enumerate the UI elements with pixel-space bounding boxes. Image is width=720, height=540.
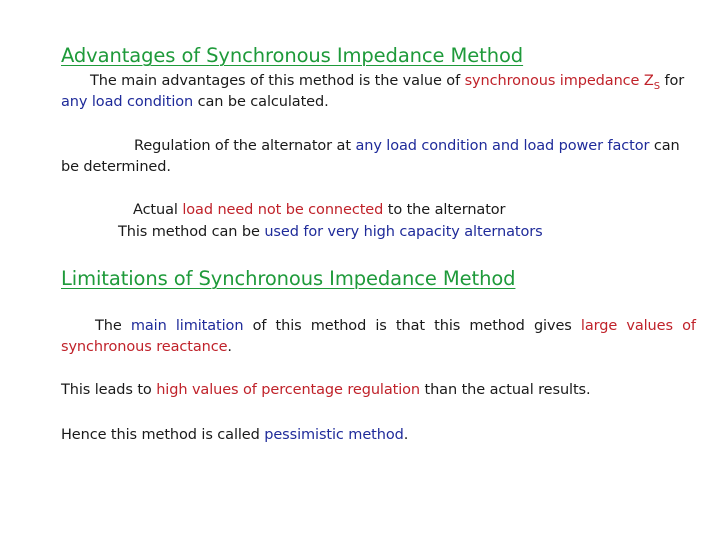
text-segment: This method can be [118,224,265,240]
advantages-paragraph-2 [61,136,696,178]
text-segment: to the alternator [383,202,506,218]
text-segment: can [649,138,680,154]
percentage-regulation-text: high values of percentage regulation [156,382,420,398]
text-segment: Hence this method is called [61,427,265,443]
limitations-heading: Limitations of Synchronous Impedance Method [61,267,516,290]
main-limitation-text: limitation [175,318,244,334]
pessimistic-method-text: pessimistic method [264,427,404,443]
limitations-paragraph-2 [61,380,591,401]
any-load-condition-text: any load condition [61,94,194,110]
main-limitation-text: main [130,318,167,334]
text-segment: than the actual results. [420,382,591,398]
synchronous-reactance-text: synchronous reactance [61,339,228,355]
text-segment: be determined. [61,159,171,175]
load-condition-power-factor-text: any load condition and load power factor [355,138,650,154]
advantages-paragraph-3 [133,200,505,221]
text-segment: This leads to [61,382,157,398]
advantages-paragraph-1 [61,71,696,113]
high-capacity-alternators-text: used for very high capacity alternators [264,224,543,240]
large-values-text: large [580,318,618,334]
subscript-s: S [653,80,660,92]
synchronous-impedance-text: synchronous impedance $Z_S$ [464,73,660,92]
load-need-not-be-connected-text: load need not be connected [182,202,384,218]
advantages-heading: Advantages of Synchronous Impedance Method [61,44,524,67]
advantages-paragraph-4 [118,222,543,243]
text-segment: for [659,73,685,89]
text-segment: can be calculated. [193,94,329,110]
large-values-text: of [682,318,696,334]
justified-line: The main limitation of this method is that this method gives large values of [61,316,696,337]
text-segment: Regulation of the alternator at [134,138,356,154]
limitations-paragraph-1: The main limitation of this method is that this method gives large values of synchronous reactance. [61,318,696,355]
text-segment: The main advantages of this method is the value of [90,73,465,89]
large-values-text: values [626,318,673,334]
limitations-paragraph-3: Hence this method is called pessimistic method. [61,427,409,443]
text-segment: Actual [133,202,183,218]
